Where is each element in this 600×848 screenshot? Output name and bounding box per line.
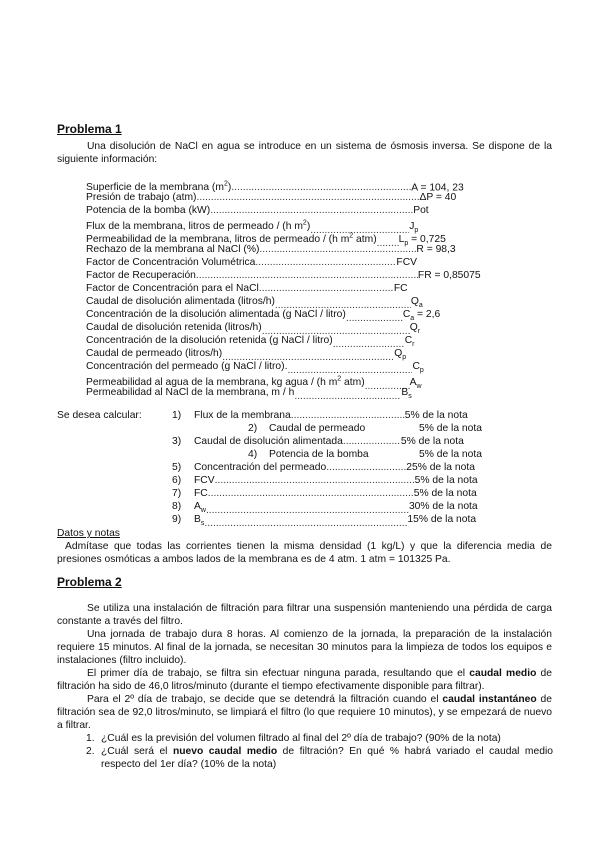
calc-item	[194, 461, 475, 474]
data-row	[86, 204, 429, 217]
q2-text-bold: nuevo caudal medio	[172, 746, 278, 757]
p4-text-bold: caudal instantáneo	[442, 694, 537, 705]
calc-item-score: 5% de la nota	[414, 475, 478, 486]
data-row-value: $C_r$	[404, 335, 415, 349]
calc-item-num: 4)	[248, 449, 258, 460]
dot-leader	[210, 204, 413, 217]
data-row-label: Superficie de la membrana $(m^2)$	[86, 181, 232, 194]
calc-item-label: FCV	[194, 475, 215, 486]
calc-item-num: 1)	[172, 410, 182, 421]
data-row-label: Concentración de la disolución alimentada (g NaCl / litro)	[86, 309, 346, 320]
dot-leader	[259, 282, 394, 295]
data-row-label: Factor de Recuperación	[86, 270, 196, 281]
data-row-value: R = 98,3	[416, 244, 456, 255]
problema2-paragraph-1: Se utiliza una instalación de filtración para filtrar una suspensión manteniendo una pérdida de carga constante a través del filtro.	[57, 603, 552, 627]
data-row	[86, 256, 417, 269]
data-row-label: Factor de Concentración para el NaCl	[86, 283, 259, 294]
dot-leader	[259, 243, 416, 256]
data-row-value: $C_p$	[412, 361, 424, 375]
data-row-label: Factor de Concentración Volumétrica	[86, 257, 256, 268]
calc-item-label: Concentración del permeado	[194, 462, 327, 473]
calc-item-num: 2)	[248, 423, 258, 434]
calc-item-label: FC	[194, 488, 208, 499]
data-row-label: Permeabilidad al agua de la membrana, kg agua / (h $m^2$ atm)	[86, 376, 365, 389]
data-row-label: Permeabilidad al NaCl de la membrana, m / h	[86, 387, 295, 398]
data-row-label: Flux de la membrana, litros de permeado / (h $m^2$)	[86, 220, 311, 233]
calc-item	[194, 513, 476, 530]
question-1: ¿Cuál es la previsión del volumen filtrado al final del 2º día de trabajo? (90% de la nota)	[101, 733, 501, 744]
data-row-label: Presión de trabajo (atm)	[86, 192, 197, 203]
calc-item	[194, 474, 478, 487]
dot-leader	[208, 487, 414, 500]
p3-text-c: de filtración ha sido de 46,0 litros/minuto (durante el tiempo efectivamente disponible para filtrar).	[57, 668, 552, 692]
data-row	[86, 243, 456, 256]
dot-leader	[255, 256, 396, 269]
notes-text: Admítase que todas las corrientes tienen la misma densidad (1 kg/L) y que la diferencia media de presiones osmóticas a ambos lados de la membrana es de 4 atm. 1 atm = 101325 Pa.	[57, 541, 552, 565]
data-row-label: Concentración del permeado (g NaCl / litro).	[86, 361, 288, 372]
dot-leader	[343, 435, 401, 448]
calc-item-label: $B_s$	[194, 514, 205, 528]
calc-item-label: Caudal de disolución alimentada	[194, 436, 343, 447]
calc-item-score: 15% de la nota	[407, 514, 477, 525]
calc-item-num: 5)	[172, 462, 182, 473]
data-row	[86, 386, 412, 403]
dot-leader	[294, 390, 401, 403]
p3-text-bold: caudal medio	[469, 668, 537, 679]
dot-leader	[326, 461, 406, 474]
q2-text-c: de filtración? En qué % habrá variado el caudal medio respecto del 1er día? (10% de la nota)	[101, 746, 553, 770]
calc-item-score: 5% de la nota	[400, 436, 464, 447]
q2-text-a: ¿Cuál será el	[101, 746, 173, 757]
calc-item	[194, 409, 468, 422]
question-1-number: 1.	[86, 733, 95, 744]
data-row-label: Permeabilidad de la membrana, litros de permeado / (h $m^2$ atm)	[86, 233, 377, 246]
data-row	[86, 191, 456, 204]
data-row-value: ΔP = 40	[419, 192, 457, 203]
data-row-value: $C_a = 2,6$	[402, 309, 441, 323]
calc-item-num: 8)	[172, 501, 182, 512]
problema1-intro: Una disolución de NaCl en agua se introduce en un sistema de ósmosis inversa. Se dispone de la siguiente información:	[57, 141, 552, 165]
dot-leader	[215, 474, 415, 487]
p4-text-a: Para el 2º día de trabajo, se decide que se detendrá la filtración cuando el	[87, 694, 443, 705]
calc-item	[194, 487, 477, 500]
calc-item-num: 3)	[172, 436, 182, 447]
data-row-value: $L_p = 0,725$	[398, 234, 446, 248]
data-row-value: FCV	[396, 257, 418, 268]
calc-item-score: 5% de la nota	[413, 488, 477, 499]
calc-item-num: 7)	[172, 488, 182, 499]
calc-item-score: 5% de la nota	[419, 423, 482, 434]
calc-item-num: 9)	[172, 514, 182, 525]
data-row-label: Caudal de permeado (litros/h)	[86, 348, 223, 359]
question-2-number: 2.	[86, 746, 95, 757]
data-row-label: Rechazo de la membrana al NaCl (%)	[86, 244, 260, 255]
calc-item-score: 25% de la nota	[406, 462, 475, 473]
calc-label: Se desea calcular:	[57, 410, 142, 421]
data-row-value: $Q_r$	[409, 322, 421, 336]
data-row-value: A = 104, 23	[411, 182, 464, 194]
data-row-value: $Q_p$	[394, 348, 407, 362]
calc-item-label: $A_w$	[194, 501, 206, 515]
data-row	[86, 269, 481, 282]
dot-leader	[196, 269, 418, 282]
dot-leader	[291, 409, 405, 422]
problema1-title: Problema 1	[57, 122, 122, 136]
data-row-value: $B_s$	[401, 387, 412, 401]
data-row-value: Pot	[413, 205, 429, 216]
data-row-label: Concentración de la disolución retenida (g NaCl / litro)	[86, 335, 333, 346]
calc-item-label: Flux de la membrana	[194, 410, 291, 421]
data-row	[86, 282, 408, 295]
problema2-paragraph-3	[57, 667, 552, 693]
data-row-label: Potencia de la bomba (kW)	[86, 205, 211, 216]
calc-item	[194, 435, 464, 448]
data-row-value: FC	[393, 283, 408, 294]
calc-item-score: 30% de la nota	[408, 501, 478, 512]
p3-text-a: El primer día de trabajo, se filtra sin efectuar ninguna parada, resultando que el	[87, 668, 470, 679]
data-row-value: $J_p$	[409, 221, 419, 235]
problema2-title: Problema 2	[57, 575, 122, 589]
dot-leader	[204, 517, 407, 530]
calc-item-label: Potencia de la bomba	[269, 449, 369, 460]
dot-leader	[196, 191, 419, 204]
calc-item-score: 5% de la nota	[404, 410, 468, 421]
calc-item-score: 5% de la nota	[419, 449, 482, 460]
data-row-label: Caudal de disolución alimentada (litros/h)	[86, 296, 275, 307]
question-2	[101, 745, 553, 771]
calc-item-num: 6)	[172, 475, 182, 486]
p4-text-c: de filtración sea de 92,0 litros/minuto, se limpiará el filtro (lo que requiere 10 minutos), y se empezará de nuevo a filtrar.	[57, 694, 553, 731]
calc-item-label: Caudal de permeado	[269, 423, 366, 434]
data-row-label: Caudal de disolución retenida (litros/h)	[86, 322, 262, 333]
notes-title: Datos y notas	[57, 528, 120, 539]
data-row-value: $A_w$	[409, 377, 422, 391]
data-row-value: FR = 0,85075	[417, 270, 481, 281]
data-row-value: $Q_a$	[410, 296, 423, 310]
problema2-paragraph-2: Una jornada de trabajo dura 8 horas. Al comienzo de la jornada, la preparación de la instalación requiere 15 minutos. Al final de la jornada, se necesitan 30 minutos para la limpieza de todos los equipos e instalaciones (filtro incluido).	[57, 629, 552, 666]
problema2-paragraph-4	[57, 693, 552, 732]
